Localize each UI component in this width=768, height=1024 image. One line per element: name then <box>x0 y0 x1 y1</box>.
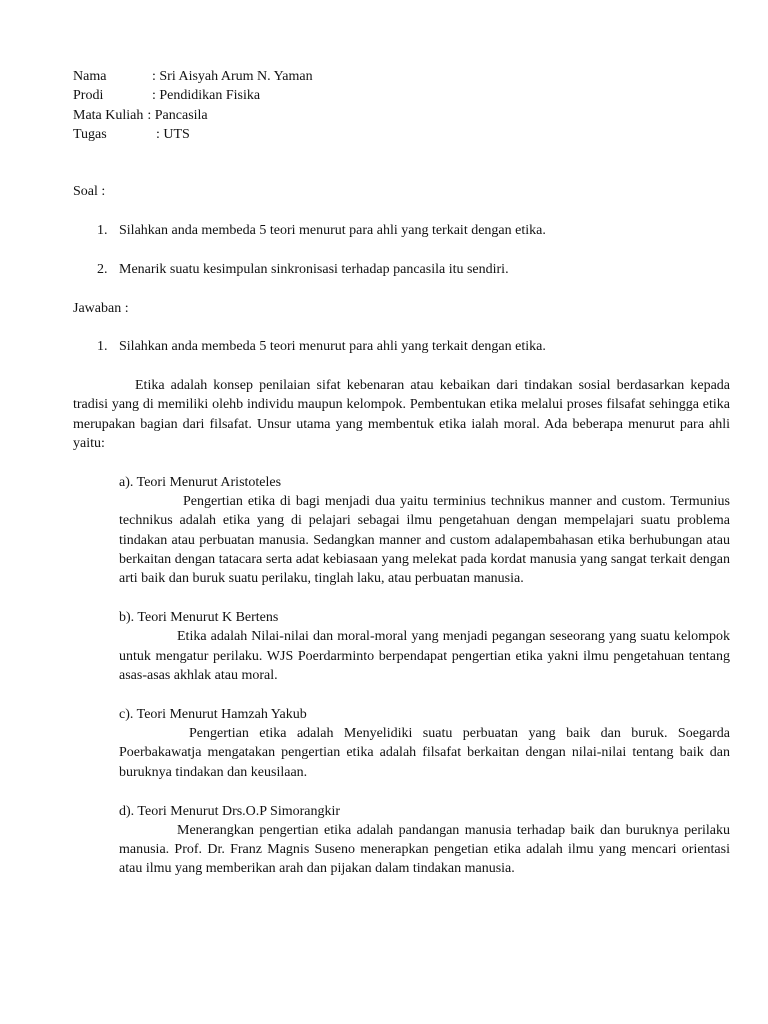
theory-body: Menerangkan pengertian etika adalah pandangan manusia terhadap baik dan buruknya perilaku manusia. Prof. Dr. Franz Magnis Suseno menerapkan pengetian etika adalah ilmu yang mencari orientasi atau ilmu yang memberikan arah dan pijakan dalam tindakan manusia. <box>119 822 730 877</box>
jawaban-item-1 <box>97 337 730 356</box>
theory-simorangkir <box>119 802 730 879</box>
soal-item-2 <box>97 260 730 279</box>
theory-body: Etika adalah Nilai-nilai dan moral-moral yang menjadi pegangan seseorang yang suatu kelompok untuk mengatur perilaku. WJS Poerdarminto berpendapat pengertian etika yakni ilmu pengetahuan tentang asas-asas akhlak atau moral. <box>119 629 730 684</box>
intro-paragraph: Etika adalah konsep penilaian sifat kebenaran atau kebaikan dari tindakan sosial berdasarkan kepada tradisi yang di memiliki olehb individu maupun kelompok. Pembentukan etika melalui proses filsafat sehingga etika merupakan bagian dari filsafat. Unsur utama yang membentuk etika ialah moral. Ada beberapa menurut para ahli yaitu: <box>73 378 730 452</box>
theory-title: a). Teori Menurut Aristoteles <box>119 474 282 490</box>
item-number: 1. <box>97 222 108 238</box>
info-row-nama <box>73 67 730 86</box>
info-row-tugas <box>73 125 730 144</box>
info-value: : Pendidikan Fisika <box>152 88 261 104</box>
info-label: Mata Kuliah <box>73 107 144 123</box>
info-value: : Pancasila <box>147 107 208 123</box>
soal-label: Soal : <box>73 184 106 200</box>
info-row-mata-kuliah <box>73 106 730 125</box>
info-row-prodi <box>73 86 730 105</box>
item-text: Menarik suatu kesimpulan sinkronisasi terhadap pancasila itu sendiri. <box>119 261 509 277</box>
item-number: 2. <box>97 261 108 277</box>
theory-title: b). Teori Menurut K Bertens <box>119 610 279 626</box>
item-text: Silahkan anda membeda 5 teori menurut para ahli yang terkait dengan etika. <box>119 339 546 355</box>
theory-aristoteles <box>119 473 730 589</box>
soal-item-1 <box>97 221 730 240</box>
item-text: Silahkan anda membeda 5 teori menurut para ahli yang terkait dengan etika. <box>119 222 546 238</box>
info-label: Tugas <box>73 126 107 142</box>
theory-body: Pengertian etika adalah Menyelidiki suatu perbuatan yang baik dan buruk. Soegarda Poerbakawatja mengatakan pengertian etika adalah filsafat berkaitan dengan nilai-nilai tentang baik dan buruknya tindakan dan keusilaan. <box>119 726 730 780</box>
document-page <box>73 67 730 879</box>
theory-title: d). Teori Menurut Drs.O.P Simorangkir <box>119 803 341 819</box>
theory-body: Pengertian etika di bagi menjadi dua yaitu terminius technikus manner and custom. Termunius technikus adalah etika yang di pelajari sebagai ilmu pengetahuan dengan mempelajari suatu problema tindakan atau perbuatan manusia. Sedangkan manner and custom adalapembahasan etika berhubungan atau berkaitan dengan tatacara serta adat kebiasaan yang melekat pada kordat manusia yang sangat terkait dengan arti baik dan buruk suatu perilaku, tinglah laku, atau perbuatan manusia. <box>119 494 730 587</box>
theory-hamzah-yakub <box>119 705 730 782</box>
item-number: 1. <box>97 339 108 355</box>
info-label: Prodi <box>73 88 104 104</box>
student-info <box>73 67 730 144</box>
theory-title: c). Teori Menurut Hamzah Yakub <box>119 706 307 722</box>
jawaban-label: Jawaban : <box>73 300 129 316</box>
info-label: Nama <box>73 69 107 84</box>
info-value: : Sri Aisyah Arum N. Yaman <box>152 69 313 84</box>
info-value: : UTS <box>156 126 190 142</box>
theory-k-bertens <box>119 608 730 685</box>
